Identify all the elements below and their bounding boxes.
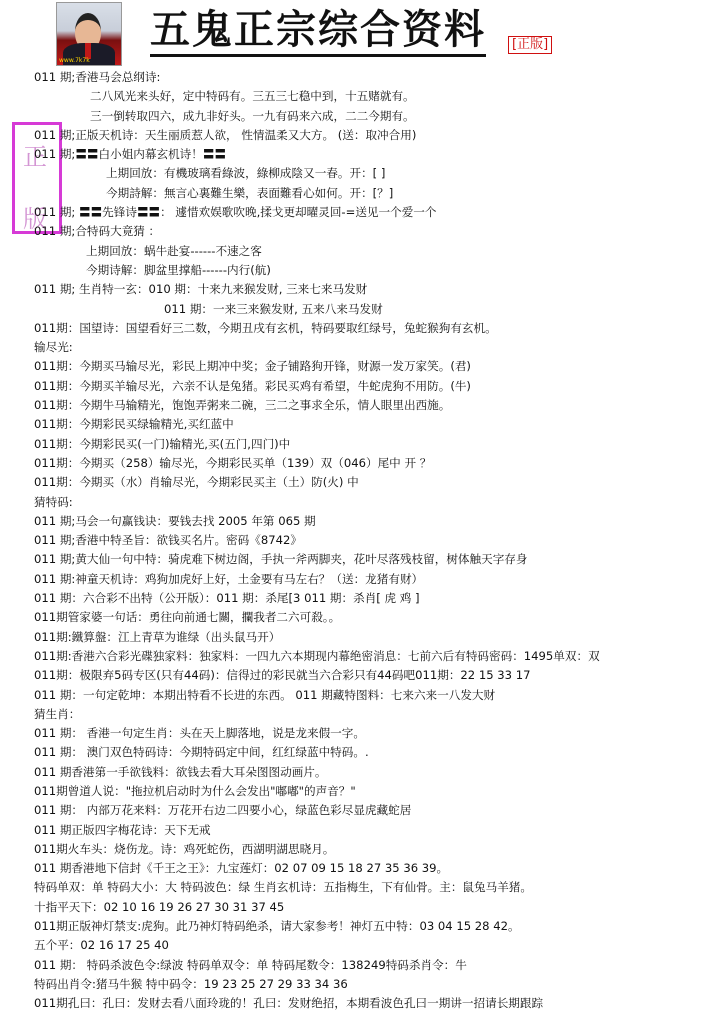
text-line: 011 期： 澳门双色特码诗：今期特码定中间，红红绿蓝中特码。. bbox=[34, 745, 369, 760]
text-line: 011期曾道人说："拖拉机启动时为什么会发出"嘟嘟"的声音？" bbox=[34, 783, 356, 798]
text-line: 011 期;黄大仙一句中特：骑虎难下树边阁，手执一斧两脚夹，花叶尽落残枝留，树体触天字存身 bbox=[34, 552, 528, 567]
text-line: 011 期;合特码大竟猜 ： bbox=[34, 224, 161, 239]
text-line: 十指平天下：02 10 16 19 26 27 30 31 37 45 bbox=[34, 899, 285, 914]
text-line: 三一倒转取四六，成九非好头。一九有码来六成，二二今期有。 bbox=[90, 108, 415, 123]
text-line: 011 期：六合彩不出特（公开版）：011 期：杀尾[3 011 期：杀肖[ 虎 鸡 ] bbox=[34, 591, 420, 606]
text-line: 上期回放：蜗牛赴宴------不速之客 bbox=[86, 243, 262, 258]
text-line: 五个平：02 16 17 25 40 bbox=[34, 938, 169, 953]
content-body bbox=[34, 68, 718, 1014]
text-line: 011期：今期牛马输精光，饱饱弄粥来二碗，三二之事求全乐，情人眼里出西施。 bbox=[34, 398, 451, 413]
author-photo bbox=[56, 2, 122, 66]
text-line: 011 期;马会一句赢钱诀：要钱去找 2005 年第 065 期 bbox=[34, 513, 316, 528]
page-title: 五鬼正宗综合资料 bbox=[150, 6, 486, 57]
text-line: 011 期; 〓〓先锋诗〓〓： 遽惜欢娱歌吹晚,揉戈更却曜灵回-=送见一个爱一个 bbox=[34, 205, 437, 220]
page-header bbox=[0, 0, 720, 66]
text-line: 上期回放：有機玻璃看綠波，綠柳成陰又一春。开：[ ] bbox=[106, 166, 386, 181]
text-line: 011期：国望诗：国望看好三二数，今期丑戌有玄机，特码要取红绿号，兔蛇猴狗有玄机。 bbox=[34, 320, 497, 335]
text-line: 011期：今期买马输尽光，彩民上期冲中奖；金子铺路狗开锋，财源一发万家笑。(君) bbox=[34, 359, 471, 374]
text-line: 011期：极限弃5码专区(只有44码)：信得过的彩民就当六合彩只有44码吧011期：22 15 33 17 bbox=[34, 668, 531, 683]
text-line: 今期詩解：無言心裏難生樂，表面難看心如何。开：[？] bbox=[106, 185, 394, 200]
text-line: 猜特码: bbox=[34, 494, 73, 509]
stamp-char-2: 版 bbox=[23, 205, 47, 233]
text-line: 011 期： 特码杀波色令:绿波 特码单双令：单 特码尾数令：138249特码杀肖令：牛 bbox=[34, 957, 467, 972]
text-line: 011 期; 生肖特一玄：010 期：十来九来猴发财, 三来七来马发财 bbox=[34, 282, 368, 297]
text-line: 输尽光: bbox=[34, 340, 73, 355]
text-line: 011期正版神灯禁支:虎狗。此乃神灯特码绝杀，请大家参考！神灯五中特：03 04 15 28 42。 bbox=[34, 919, 520, 934]
text-line: 特码出肖令:猪马牛猴 特中码令：19 23 25 27 29 33 34 36 bbox=[34, 976, 348, 991]
text-line: 011 期;正版天机诗：天生丽质惹人欲， 性情温柔又大方。 (送：取冲合用) bbox=[34, 127, 417, 142]
text-line: 特码单双：单 特码大小：大 特码波色：绿 生肖玄机诗：五指梅生，下有仙骨。主：鼠兔马羊猪。 bbox=[34, 880, 532, 895]
text-line: 011 期;香港中特圣旨：欲钱买名片。密码《8742》 bbox=[34, 533, 302, 548]
text-line: 011 期正版四字梅花诗：天下无戒 bbox=[34, 822, 211, 837]
stamp-char-1: 正 bbox=[23, 143, 47, 171]
text-line: 011期火车头：烧伤龙。诗：鸡死蛇伤，西湖明湖思晓月。 bbox=[34, 841, 335, 856]
text-line: 011期:鐵算盤：江上青草为谁绿（出头鼠马开） bbox=[34, 629, 281, 644]
text-line: 011 期香港第一手欲钱料：欲钱去看大耳朵图图动画片。 bbox=[34, 764, 327, 779]
text-line: 011 期香港地下信封《千王之王》：九宝莲灯：02 07 09 15 18 27 35 36 39。 bbox=[34, 861, 449, 876]
text-line: 011 期;〓〓白小姐内幕玄机诗！〓〓 bbox=[34, 147, 227, 162]
text-line: 011 期： 内部万花来料：万花开右边二四要小心，绿蓝色彩尽显虎藏蛇居 bbox=[34, 803, 412, 818]
text-line: 011 期：一来三来猴发财, 五来八来马发财 bbox=[164, 301, 383, 316]
text-line: 011期管家婆一句话：勇往向前通七關，攔我者二六可殺。。 bbox=[34, 610, 341, 625]
text-line: 011期孔曰：孔曰：发财去看八面玲珑的！孔曰：发财绝招，本期看波色孔曰一期讲一招请长期跟踪 bbox=[34, 996, 544, 1011]
text-line: 011期：今期彩民买绿输精光,买红蓝中 bbox=[34, 417, 234, 432]
text-line: 二八风光来头好，定中特码有。三五三七稳中到，十五赌就有。 bbox=[90, 89, 415, 104]
text-line: 011期：今期彩民买(一门)输精光,买(五门,四门)中 bbox=[34, 436, 291, 451]
text-line: 猜生肖： bbox=[34, 706, 81, 721]
text-line: 011期:香港六合彩光碟独家料：独家料：一四九六本期现内幕绝密消息：七前六后有特码密码：1495单双：双 bbox=[34, 648, 600, 663]
text-line: 今期诗解：脚盆里撑船------内行(航) bbox=[86, 262, 271, 277]
text-line: 011 期:神童天机诗：鸡狗加虎好上好，土金要有马左右？（送：龙猪有财） bbox=[34, 571, 424, 586]
photo-caption: www.7k7k bbox=[59, 57, 90, 64]
text-line: 011 期;香港马会总纲诗: bbox=[34, 70, 161, 84]
text-line: 011期：今期买（258）输尽光，今期彩民买单（139）双（046）尾中 开 ？ bbox=[34, 455, 432, 470]
text-line: 011期：今期买羊输尽光，六亲不认是兔猪。彩民买鸡有希望，牛蛇虎狗不用防。(牛) bbox=[34, 378, 471, 393]
edition-badge: [正版] bbox=[508, 36, 552, 54]
text-line: 011 期：一句定乾坤：本期出特看不长进的东西。 011 期藏特图料：七来六来一八发大财 bbox=[34, 687, 496, 702]
text-line: 011期：今期买（水）肖输尽光，今期彩民买主（土）防(火) 中 bbox=[34, 475, 359, 490]
text-line: 011 期： 香港一句定生肖：头在天上脚落地，说是龙来假一字。 bbox=[34, 726, 365, 741]
